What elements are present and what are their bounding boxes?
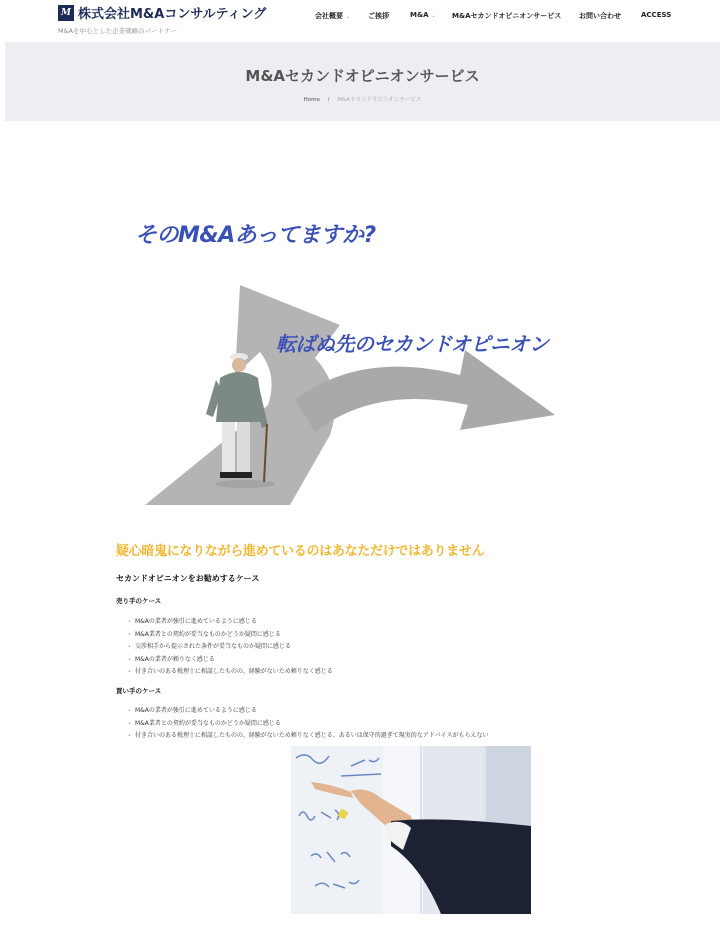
list-item: • 交渉相手から提示された条件が妥当なものか疑問に感じる [128,641,333,654]
chevron-down-icon: ⌄ [431,13,436,19]
buyer-case-list [128,705,489,743]
arrow-branch-shape [295,350,555,432]
hero-subheadline: 転ばぬ先のセカンドオピニオン [276,332,549,356]
lead-heading: 疑心暗鬼になりながら進めているのはあなただけではありません [116,544,485,559]
section-heading: セカンドオピニオンをお勧めするケース [116,574,260,583]
chevron-down-icon: ⌄ [346,14,351,20]
site-tagline: M&Aを中心とした企業戦略のパートナー [58,27,178,35]
nav-item-second-opinion[interactable]: M&Aセカンドオピニオンサービス [452,12,562,20]
page-title: M&Aセカンドオピニオンサービス [245,67,480,85]
hero-headline: そのM&Aあってますか? [135,223,376,248]
logo-icon: M [58,5,74,21]
nav-item-company[interactable]: 会社概要 ⌄ [315,12,351,20]
breadcrumb-current: M&Aセカンドオピニオンサービス [337,97,422,103]
nav-item-greeting[interactable]: ご挨拶 [368,12,389,20]
page-title-band [5,42,720,121]
breadcrumb-separator: / [327,97,330,103]
whiteboard-photo [291,746,531,914]
breadcrumb-home-link[interactable]: Home [303,97,320,103]
nav-item-ma[interactable]: M&A ⌄ [410,11,436,19]
site-header [0,0,720,40]
figure-shadow [215,480,275,488]
list-item: • 付き合いのある税理士に相談したものの、経験がないため頼りなく感じる、あるいは保守的過ぎて現実的なアドバイスがもらえない [128,730,489,743]
seller-case-list [128,616,333,679]
list-item: • 付き合いのある税理士に相談したものの、経験がないため頼りなく感じる [128,666,333,679]
list-item: • M&A業者との契約が妥当なものかどうか疑問に感じる [128,718,489,731]
list-item: • M&Aの業者が強引に進めているように感じる [128,616,333,629]
seller-case-heading: 売り手のケース [116,597,162,605]
nav-item-contact[interactable]: お問い合わせ [579,12,621,20]
nav-item-access[interactable]: ACCESS [641,11,672,19]
list-item: • M&A業者との契約が妥当なものかどうか疑問に感じる [128,629,333,642]
breadcrumb [5,95,720,103]
logo-text: 株式会社M&Aコンサルティング [78,7,267,22]
list-item: • M&Aの業者が頼りなく感じる [128,654,333,667]
buyer-case-heading: 買い手のケース [116,687,162,695]
main-nav [0,11,720,23]
list-item: • M&Aの業者が強引に進めているように感じる [128,705,489,718]
